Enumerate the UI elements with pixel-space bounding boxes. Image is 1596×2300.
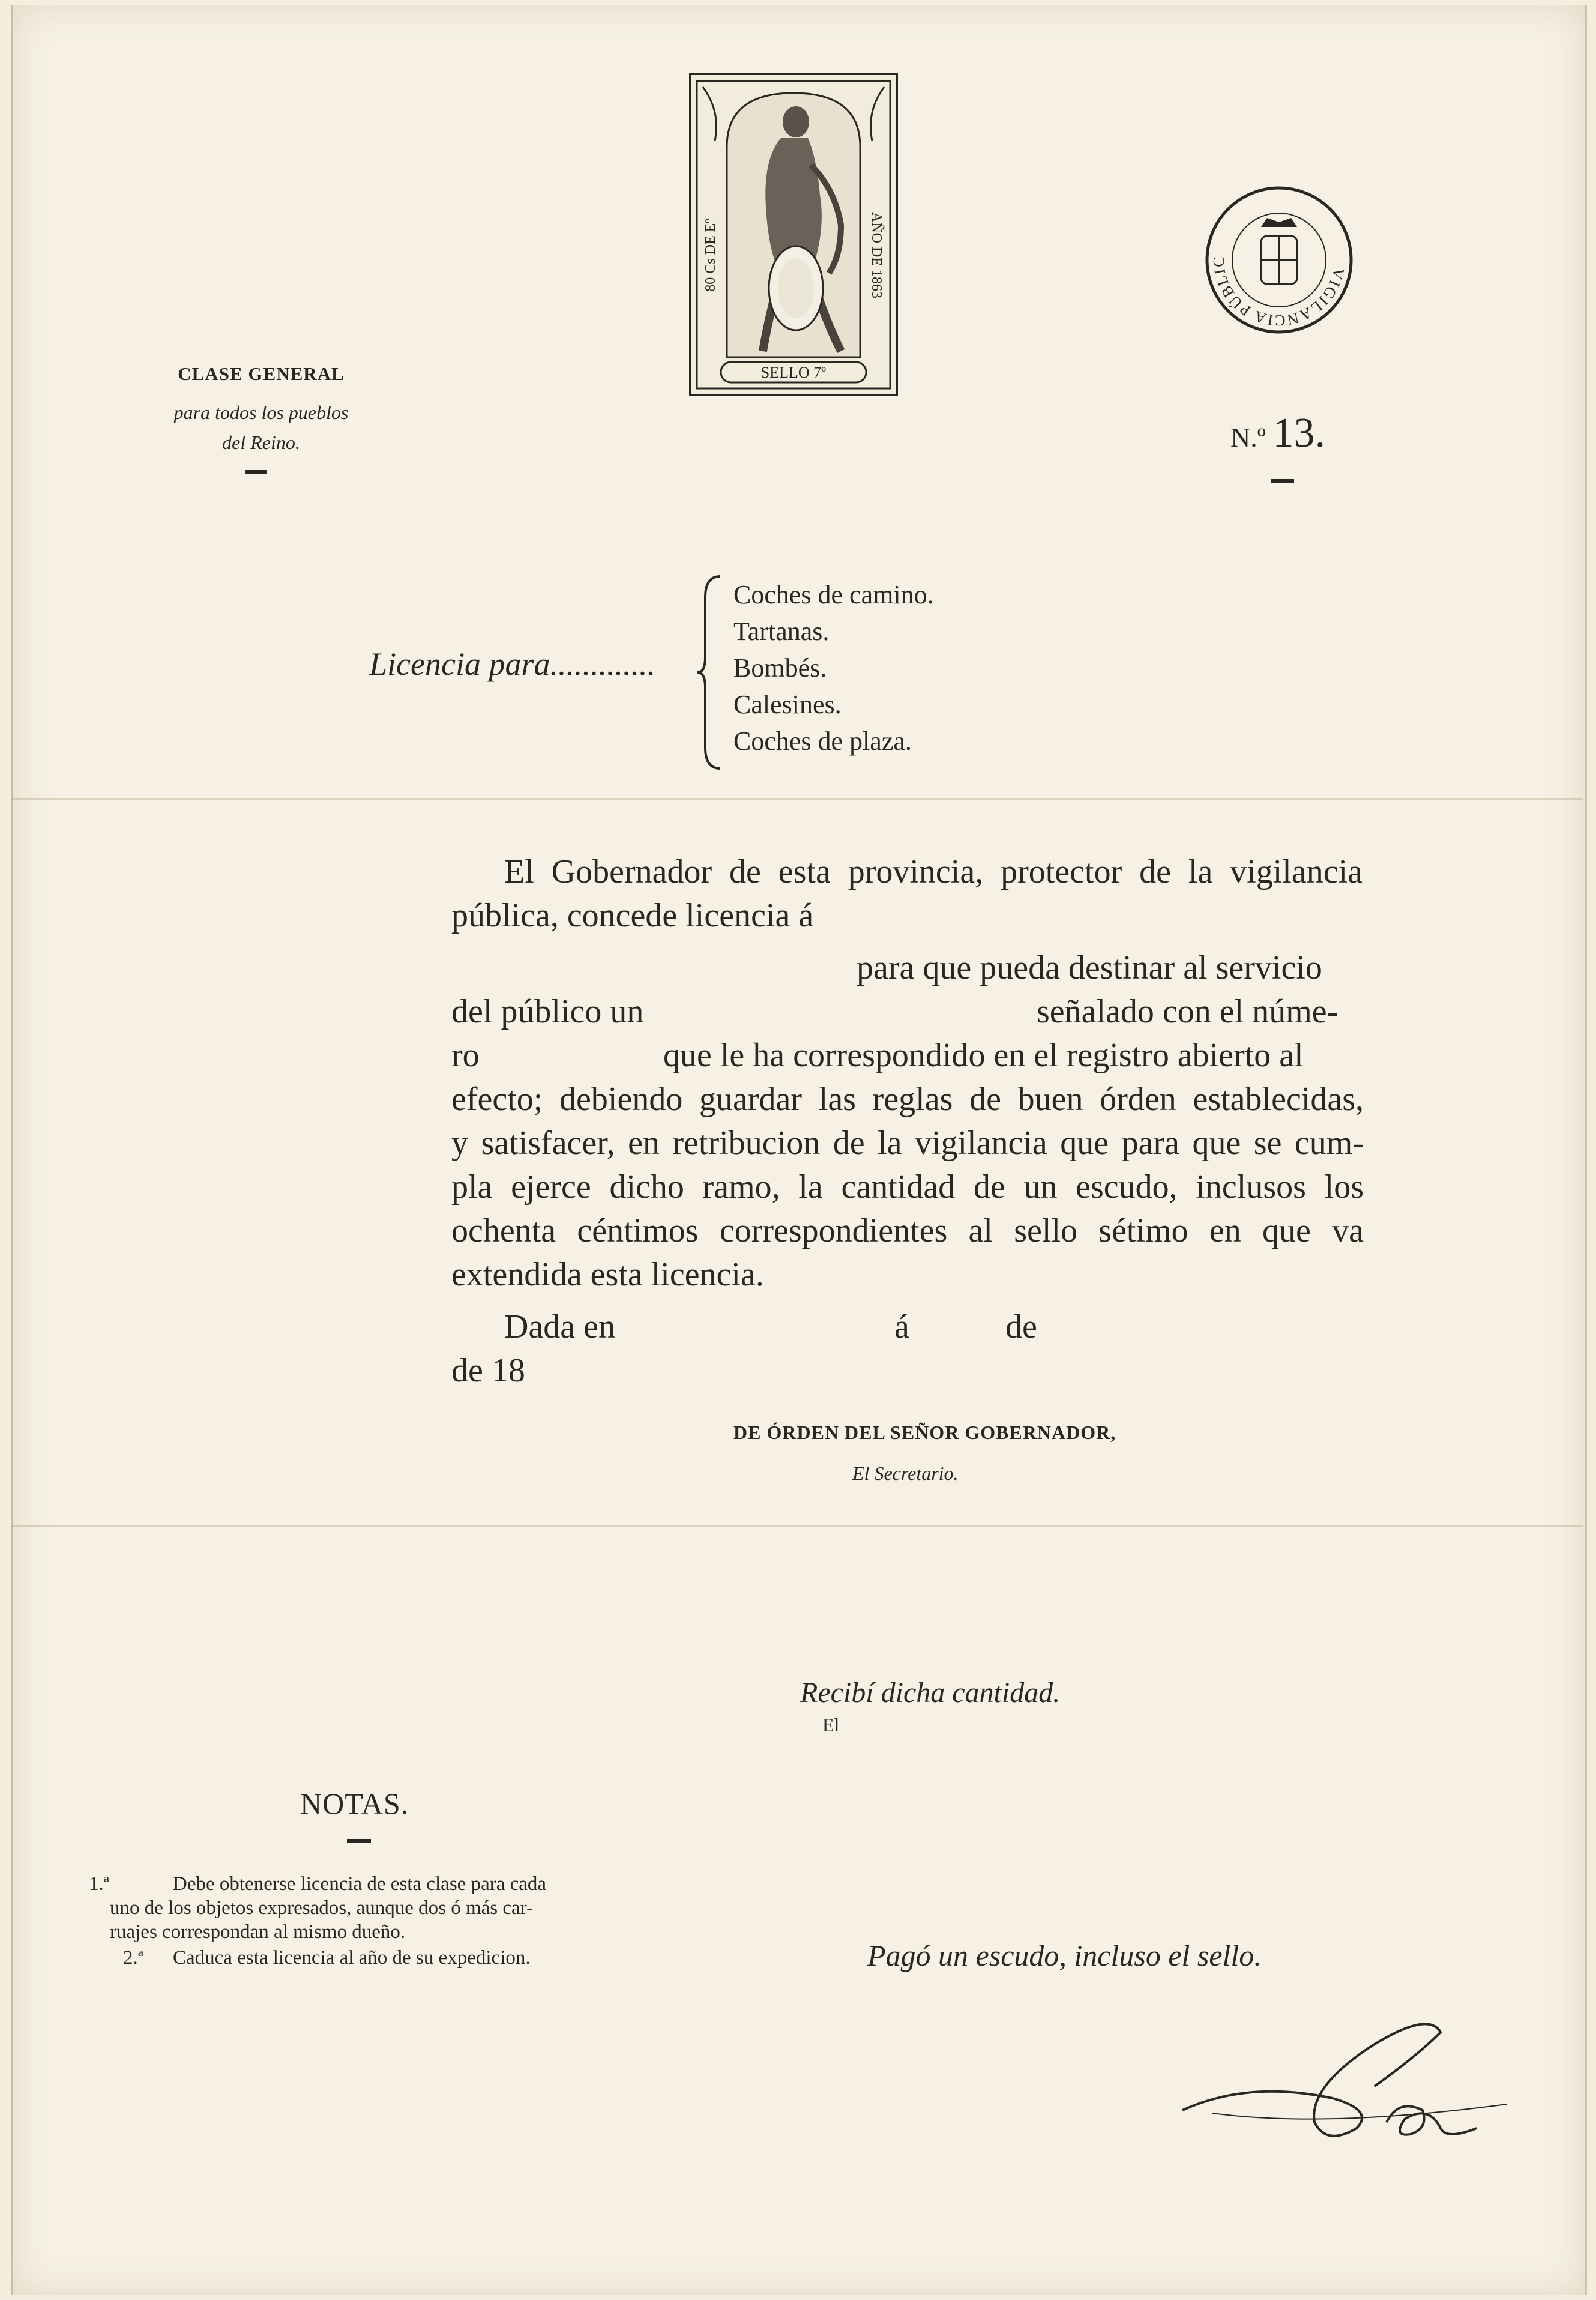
note-2-line-1: Caduca esta licencia al año de su expedicion. [173,1947,531,1969]
vehicle-item: Calesines. [733,690,842,719]
crown-icon [1261,218,1297,227]
body-line-4b: señalado con el núme- [1037,993,1339,1030]
notas-dash [347,1839,371,1843]
body-line-10: extendida esta licencia. [451,1256,764,1293]
stamp-engraving [691,75,896,394]
body-line-3: para que pueda destinar al servicio [857,949,1322,986]
clase-general: CLASE GENERAL [178,363,345,384]
dada-en: Dada en [504,1308,616,1345]
fold-line [11,798,1583,800]
note-1-line-3: ruajes correspondan al mismo dueño. [110,1921,406,1943]
seal-text: VIGILANCIA PÚBLIC [1209,255,1348,330]
fold-line [11,1525,1583,1527]
para-todos-text [120,397,402,457]
notas-title: NOTAS. [300,1787,409,1820]
body-line-5b: que le ha correspondido en el registro abierto al [663,1037,1304,1074]
recibi-text: Recibí dicha cantidad. [800,1677,1061,1709]
body-line-4a: del público un [451,993,644,1030]
handwritten-signature [1176,2008,1513,2158]
header-dash [245,470,267,474]
pago-text: Pagó un escudo, incluso el sello. [867,1939,1262,1972]
note-2-number: 2.ª [123,1947,143,1969]
note-1-line-2: uno de los objetos expresados, aunque dos ó más car- [110,1897,534,1919]
licencia-para-label: Licencia para............. [369,646,655,682]
dada-de: de [1005,1308,1037,1345]
para-line-1: para todos los pueblos [173,402,349,423]
body-line-7: y satisfacer, en retribucion de la vigilancia que para que se cum- [451,1124,1364,1162]
vehicle-list [733,576,934,759]
numero-value: 13. [1272,410,1325,456]
vehicle-item: Bombés. [733,653,827,683]
recibo-el: El [822,1714,840,1736]
body-line-2: pública, concede licencia á [451,897,814,934]
body-line-9: ochenta céntimos correspondientes al sello sétimo en que va [451,1212,1364,1249]
body-line-5a: ro [451,1037,480,1074]
dada-a: á [894,1308,909,1345]
vigilancia-seal [1204,185,1354,335]
license-number [1230,409,1325,457]
para-line-2: del Reino. [222,432,300,453]
brace-icon [696,573,726,771]
stamp-right-text: AÑO DE 1863 [869,212,884,298]
note-1-line-1: Debe obtenerse licencia de esta clase para cada [173,1873,547,1895]
orden-gobernador: DE ÓRDEN DEL SEÑOR GOBERNADOR, [733,1422,1116,1443]
body-line-8: pla ejerce dicho ramo, la cantidad de un escudo, inclusos los [451,1168,1364,1206]
numero-dash [1271,479,1294,483]
secretario-label: El Secretario. [852,1462,959,1484]
vehicle-item: Coches de camino. [733,580,934,609]
sello-stamp [689,73,898,396]
dada-de-18: de 18 [451,1352,525,1389]
vehicle-item: Coches de plaza. [733,726,912,756]
stamp-left-text: 80 Cs DE Eº [703,219,718,292]
stamp-bottom-text: SELLO 7º [760,364,827,381]
note-1-number: 1.ª [89,1873,109,1895]
numero-prefix: N.º [1230,422,1266,453]
body-line-1: El Gobernador de esta provincia, protector de la vigilancia [504,853,1363,890]
vehicle-item: Tartanas. [733,617,830,646]
body-line-6: efecto; debiendo guardar las reglas de buen órden establecidas, [451,1081,1364,1118]
